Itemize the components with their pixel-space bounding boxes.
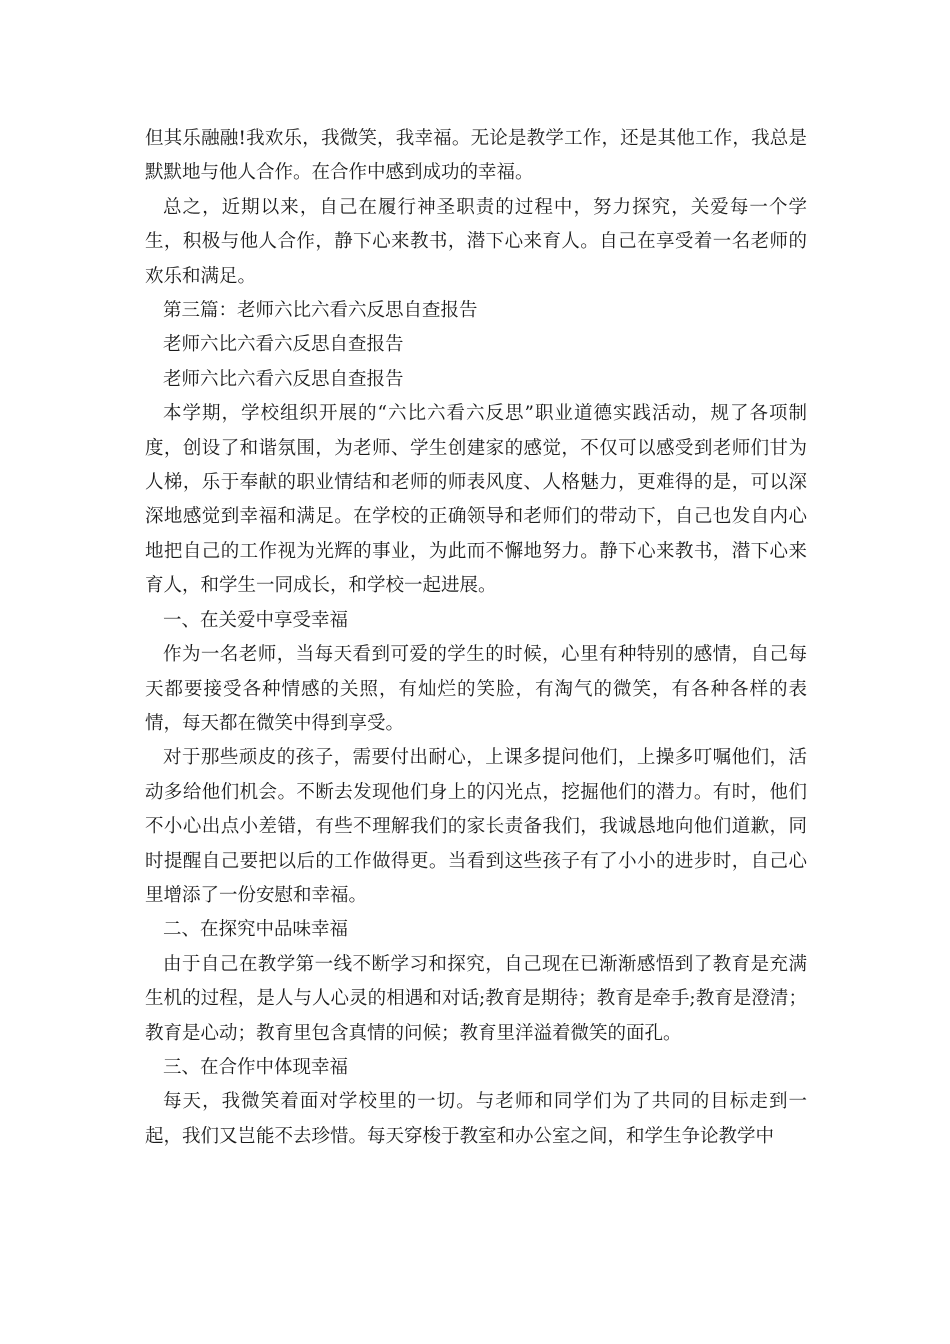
paragraph-care-2: 对于那些顽皮的孩子，需要付出耐心，上课多提问他们，上操多叮嘱他们，活动多给他们机会。不断去发现他们身上的闪光点，挖掘他们的潜力。有时，他们不小心出点小差错，有些不理解我们的家长责备我们，我诚恳地向他们道歉，同时提醒自己要把以后的工作做得更。当看到这些孩子有了小小的进步时，自己心里增添了一份安慰和幸福。 — [145, 747, 807, 906]
paragraph-continuation: 但其乐融融!我欢乐，我微笑，我幸福。无论是教学工作，还是其他工作，我总是默默地与他人合作。在合作中感到成功的幸福。 — [145, 128, 807, 184]
paragraph-care-1: 作为一名老师，当每天看到可爱的学生的时候，心里有种特别的感情，自己每天都要接受各种情感的关照，有灿烂的笑脸，有淘气的微笑，有各种各样的表情，每天都在微笑中得到享受。 — [145, 644, 807, 734]
document-page — [145, 122, 807, 1154]
heading-two: 二、在探究中品味幸福 — [163, 919, 349, 941]
paragraph-summary: 总之，近期以来，自己在履行神圣职责的过程中，努力探究，关爱每一个学生，积极与他人合作，静下心来教书，潜下心来育人。自己在享受着一名老师的欢乐和满足。 — [145, 196, 807, 287]
heading-three: 三、在合作中体现幸福 — [163, 1056, 349, 1078]
heading-one: 一、在关爱中享受幸福 — [163, 609, 349, 631]
section-title: 第三篇：老师六比六看六反思自查报告 — [163, 300, 478, 322]
report-subtitle: 老师六比六看六反思自查报告 — [163, 368, 404, 390]
paragraph-explore: 由于自己在教学第一线不断学习和探究，自己现在已渐渐感悟到了教育是充满生机的过程，是人与人心灵的相遇和对话;教育是期待；教育是牵手;教育是澄清；教育是心动；教育里包含真情的问候；教育里洋溢着微笑的面孔。 — [145, 953, 807, 1044]
paragraph-intro: 本学期，学校组织开展的“六比六看六反思”职业道德实践活动，规了各项制度，创设了和谐氛围，为老师、学生创建家的感觉，不仅可以感受到老师们甘为人梯，乐于奉献的职业情结和老师的师表风度、人格魅力，更难得的是，可以深深地感觉到幸福和满足。在学校的正确领导和老师们的带动下，自己也发自内心地把自己的工作视为光辉的事业，为此而不懈地努力。静下心来教书，潜下心来育人，和学生一同成长，和学校一起进展。 — [145, 403, 807, 597]
report-title: 老师六比六看六反思自查报告 — [163, 334, 404, 356]
paragraph-cooperate: 每天，我微笑着面对学校里的一切。与老师和同学们为了共同的目标走到一起，我们又岂能不去珍惜。每天穿梭于教室和办公室之间，和学生争论教学中 — [145, 1091, 807, 1147]
